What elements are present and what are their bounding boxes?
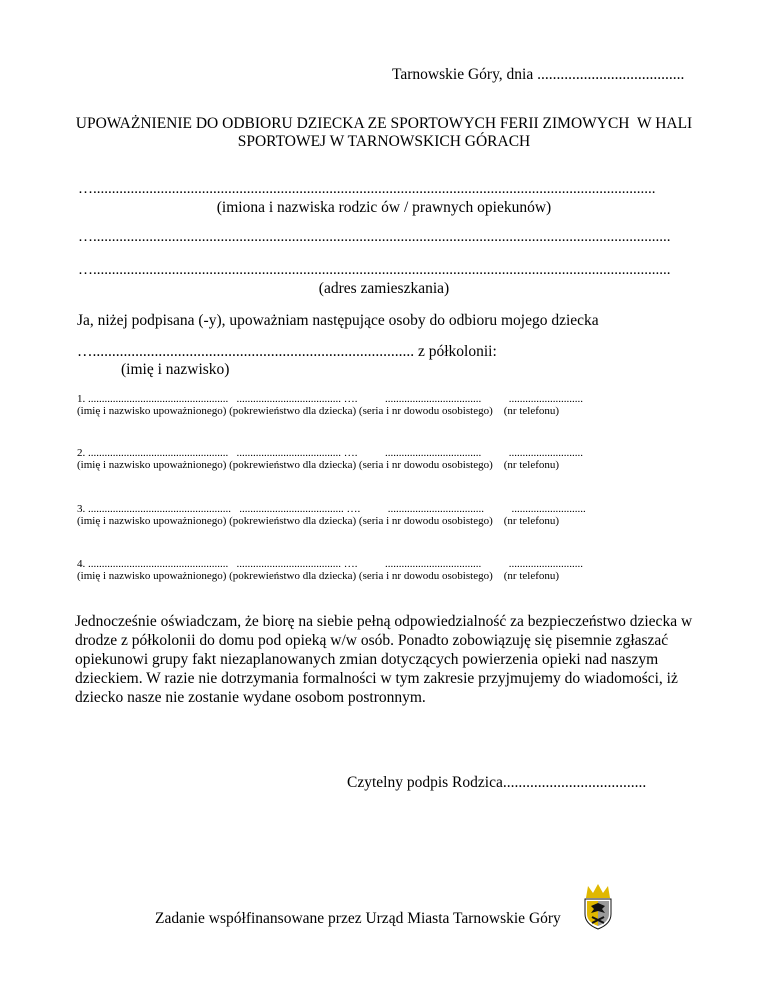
person-1-fields[interactable]: 1. ................................................... ...................................... …. ................................... ...........................	[77, 393, 583, 405]
city-crest-icon	[578, 882, 618, 930]
person-4-fields[interactable]: 4. ................................................... ...................................... …. ................................... ...........................	[77, 558, 583, 570]
address-caption: (adres zamieszkania)	[318, 280, 450, 297]
address-field-1[interactable]: …..........................................................................................................................................................	[78, 229, 671, 245]
place-date-line: Tarnowskie Góry, dnia ......................................	[392, 66, 685, 83]
responsibility-statement: Jednocześnie oświadczam, że biorę na siebie pełną odpowiedzialność za bezpieczeństwo dziecka w drodze z półkolonii do domu pod opieką w/w osób. Ponadto zobowiązuję się pisemnie zgłaszać opiekunowi grupy fakt niezaplanowanych zmian dotyczących powierzenia opieki nad naszym dzieckiem. W razie nie dotrzymania formalności w tym zakresie przyjmujemy do wiadomości, iż dziecko nasze nie zostanie wydane osobom postronnym.	[75, 613, 693, 706]
parents-name-field[interactable]: …......................................................................................................................................................	[78, 181, 656, 197]
child-name-caption: (imię i nazwisko)	[121, 361, 230, 378]
person-2-fields[interactable]: 2. ................................................... ...................................... …. ................................... ...........................	[77, 447, 583, 459]
person-4-captions: (imię i nazwisko upoważnionego) (pokrewieństwo dla dziecka) (seria i nr dowodu osobistego) (nr telefonu)	[77, 570, 560, 582]
person-3-captions: (imię i nazwisko upoważnionego) (pokrewieństwo dla dziecka) (seria i nr dowodu osobistego) (nr telefonu)	[77, 515, 560, 527]
parents-name-caption: (imiona i nazwiska rodzic ów / prawnych opiekunów)	[216, 199, 552, 216]
person-3-fields[interactable]: 3. .................................................... ...................................... …. ................................... ...........................	[77, 503, 586, 515]
footer-cofinancing-text: Zadanie współfinansowane przez Urząd Miasta Tarnowskie Góry	[155, 910, 561, 927]
person-1-captions: (imię i nazwisko upoważnionego) (pokrewieństwo dla dziecka) (seria i nr dowodu osobistego) (nr telefonu)	[77, 405, 560, 417]
child-name-field[interactable]: …................................................................................... z półkolonii:	[77, 343, 497, 360]
parent-signature-line[interactable]: Czytelny podpis Rodzica.....................................	[347, 774, 647, 791]
declaration-text: Ja, niżej podpisana (-y), upoważniam następujące osoby do odbioru mojego dziecka	[77, 312, 599, 329]
person-2-captions: (imię i nazwisko upoważnionego) (pokrewieństwo dla dziecka) (seria i nr dowodu osobistego) (nr telefonu)	[77, 459, 560, 471]
document-title-line2: SPORTOWEJ W TARNOWSKICH GÓRACH	[237, 133, 531, 150]
document-title-line1: UPOWAŻNIENIE DO ODBIORU DZIECKA ZE SPORTOWYCH FERII ZIMOWYCH W HALI	[75, 115, 693, 132]
address-field-2[interactable]: …..........................................................................................................................................................	[78, 262, 671, 278]
